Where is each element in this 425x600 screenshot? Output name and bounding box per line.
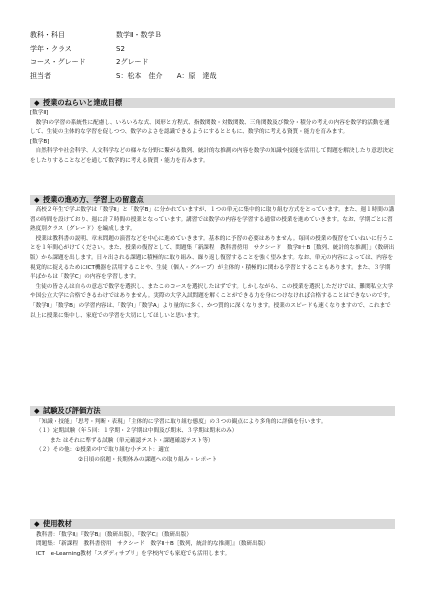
course-value: 2グレード <box>116 58 149 66</box>
section-evaluation-body <box>30 418 395 465</box>
course-label: コース・グレード <box>30 58 86 66</box>
section-goals-title: 授業のねらいと達成目標 <box>43 98 123 107</box>
section-materials-body <box>30 531 395 559</box>
teacher-a: A：原 達哉 <box>176 71 217 80</box>
grade-label: 学年・クラス <box>30 44 72 53</box>
mathb-subheading: [数学B] <box>30 138 50 145</box>
section-evaluation-title: 試験及び評価方法 <box>43 406 101 415</box>
teacher-s: S：松本 佳介 <box>116 71 163 80</box>
diamond-bullet-icon: ◆ <box>34 98 40 107</box>
teacher-row <box>30 70 216 84</box>
section-goals-body <box>30 109 395 167</box>
method-paragraph-1: 高校２年生で学ぶ数学は「数学Ⅱ」と「数学B」に分かれていますが、１つの単元に集中的に取り組む方式をとっています。また、週１時間の講習の時間を設けており、週に計７時間の授業となっています。講習では数学の内容を学習する通常の授業を進めていきます。なお、学期ごとに習熟度別クラス（グレード）を編成します。 <box>30 207 395 233</box>
method-paragraph-3: 生徒の皆さんは自らの意志で数学を選択し、またこのコースを選択したはずです。しかしながら、この授業を選択しただけでは、難関私立大学や国公立大学に合格できるわけではありません。実際の大学入試問題を解くことができる力を身につけなければ合格することはできないのです。「数学Ⅱ」「数学B」の学習内容は、「数学Ⅰ」「数学A」より量的に多く、かつ質的に深くなります。授業のスピードも速くなりますので、これまで以上に授業に集中し、家庭での学習を大切にしてほしいと思います。 <box>30 283 394 319</box>
section-method-body <box>30 206 395 321</box>
diamond-bullet-icon: ◆ <box>34 519 40 528</box>
evaluation-item-1-sub: また はそれに準ずる試験（単元確認テスト・課題確認テスト等） <box>50 437 214 444</box>
course-row <box>30 56 216 70</box>
materials-ict: ICT e-Learning教材「スダディサプリ」を学校内でも家庭でも活用します。 <box>36 550 231 557</box>
teacher-label: 担当者 <box>30 71 51 80</box>
section-materials-title: 使用教材 <box>43 519 72 528</box>
subject-label: 教科・科目 <box>30 31 65 39</box>
syllabus-header <box>30 29 216 83</box>
section-method-header <box>30 195 395 205</box>
evaluation-item-1: （１）定期試験（年５回：１学期・２学期は中間及び期末、３学期は期末のみ） <box>36 428 238 435</box>
section-evaluation-header <box>30 406 395 416</box>
mathb-goal-text: 自然科学や社会科学、人文科学などの様々な分野に繋がる数列、統計的な推測の内容を数学の知識や技能を活用して問題を解決したり意思決定をしたりすることなどを通して数学的に考える資質・能力を育みます。 <box>30 148 394 164</box>
teacher-value <box>116 70 216 84</box>
diamond-bullet-icon: ◆ <box>34 195 40 204</box>
method-paragraph-2: 授業は教科書の説明、章末問題の演習などを中心に進めていきます。基本的に予習の必要はありません。毎回の授業の復習をていねいに行うことを１年間心がけてください。また、授業の復習として、問題集「新課程 教科書傍用 サクシード 数学Ⅱ＋B［数列、統計的な推測］」（数研出版）から課題を出します。日々出される課題に積極的に取り組み、繰り返し復習することを強く望みます。なお、単元の内容によっては、内容を視覚的に捉えるためにICT機器を活用することや、生徒（個人・グループ）が主体的・積極的に関わる学習とすることもあります。また、３学期半ばからは「数学C」の内容を学習します。 <box>30 235 395 281</box>
section-method-title: 授業の進め方、学習上の留意点 <box>43 195 144 204</box>
diamond-bullet-icon: ◆ <box>34 406 40 415</box>
materials-textbook: 教科書：『数学Ⅱ』『数学B』（数研出版），『数学C』（数研出版） <box>36 532 192 538</box>
section-materials-header <box>30 519 395 529</box>
evaluation-item-2-sub: ②日頃の宿題・長期休みの課題への取り組み・レポート <box>78 456 218 463</box>
subject-value: 数学Ⅱ・数学Ｂ <box>116 31 162 39</box>
math2-subheading: [数学Ⅱ] <box>30 110 49 116</box>
section-goals-header <box>30 98 395 108</box>
subject-row <box>30 29 216 43</box>
grade-row <box>30 43 216 57</box>
grade-value: S2 <box>116 44 125 53</box>
materials-workbook: 問題集：『新課程 教科書傍用 サクシード 数学Ⅱ＋B［数列，統計的な推測］』（数研出版） <box>36 541 269 548</box>
evaluation-intro: 「知識・技能」「思考・判断・表現」「主体的に学習に取り組む態度」の３つの観点により多角的に評価を行います。 <box>36 419 327 425</box>
math2-goal-text: 数学Ⅰの学習の系統性に配慮し、いろいろな式、図形と方程式、指数関数・対数関数、三角関数及び微分・積分の考えの内容を数学的活動を通して、生徒の主体的な学習を促しつつ、数学のよさを認識できるようにするとともに、数学的に考える資質・能力を育みます。 <box>30 119 390 136</box>
evaluation-item-2: （２）その他：①授業の中で取り組む小テスト：適宜 <box>36 447 170 454</box>
